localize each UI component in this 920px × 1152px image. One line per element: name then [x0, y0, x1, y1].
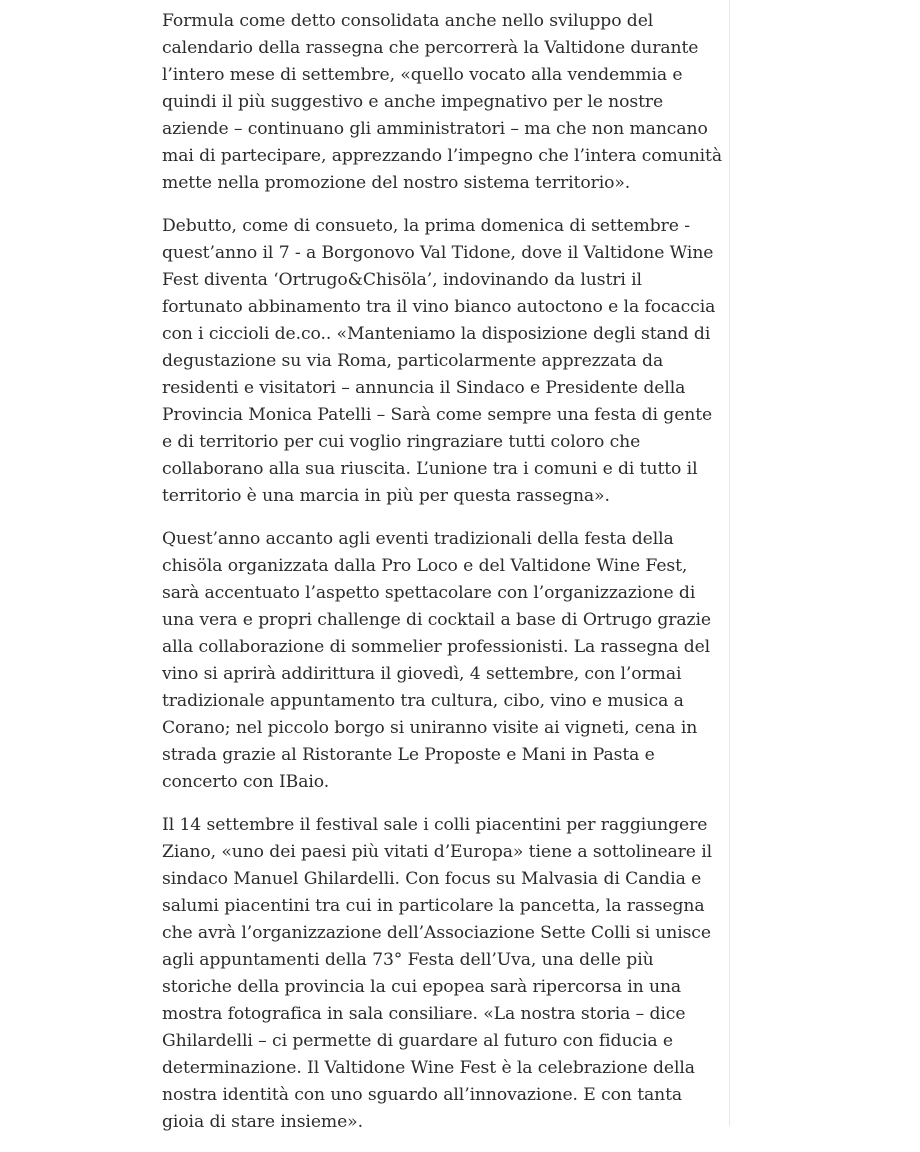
column-divider: [729, 0, 730, 1126]
article-paragraph: Formula come detto consolidata anche nello sviluppo del calendario della rassegna che percorrerà la Valtidone durante l’intero mese di settembre, «quello vocato alla vendemmia e quindi il più suggestivo e anche impegnativo per le nostre aziende – continuano gli amministratori – ma che non mancano mai di partecipare, apprezzando l’impegno che l’intera comunità mette nella promozione del nostro sistema territorio».: [162, 11, 723, 193]
article-paragraph: Quest’anno accanto agli eventi tradizionali della festa della chisöla organizzata dalla Pro Loco e del Valtidone Wine Fest, sarà accentuato l’aspetto spettacolare con l’organizzazione di una vera e propri challenge di cocktail a base di Ortrugo grazie alla collaborazione di sommelier professionisti. La rassegna del vino si aprirà addirittura il giovedì, 4 settembre, con l’ormai tradizionale appuntamento tra cultura, cibo, vino e musica a Corano; nel piccolo borgo si uniranno visite ai vigneti, cena in strada grazie al Ristorante Le Proposte e Mani in Pasta e concerto con IBaio.: [162, 529, 711, 792]
article-paragraph: Il 14 settembre il festival sale i colli piacentini per raggiungere Ziano, «uno dei paesi più vitati d’Europa» tiene a sottolineare il sindaco Manuel Ghilardelli. Con focus su Malvasia di Candia e salumi piacentini tra cui in particolare la pancetta, la rassegna che avrà l’organizzazione dell’Associazione Sette Colli si unisce agli appuntamenti della 73° Festa dell’Uva, una delle più storiche della provincia la cui epopea sarà ripercorsa in una mostra fotografica in sala consiliare. «La nostra storia – dice Ghilardelli – ci permette di guardare al futuro con fiducia e determinazione. Il Valtidone Wine Fest è la celebrazione della nostra identità con uno sguardo all’innovazione. E con tanta gioia di stare insieme».: [162, 815, 713, 1132]
article-body: [162, 8, 722, 1152]
article-paragraph: Debutto, come di consueto, la prima domenica di settembre - quest’anno il 7 - a Borgonovo Val Tidone, dove il Valtidone Wine Fest diventa ‘Ortrugo&Chisöla’, indovinando da lustri il fortunato abbinamento tra il vino bianco autoctono e la focaccia con i ciccioli de.co.. «Manteniamo la disposizione degli stand di degustazione su via Roma, particolarmente apprezzata da residenti e visitatori – annuncia il Sindaco e Presidente della Provincia Monica Patelli – Sarà come sempre una festa di gente e di territorio per cui voglio ringraziare tutti coloro che collaborano alla sua riuscita. L’unione tra i comuni e di tutto il territorio è una marcia in più per questa rassegna».: [162, 216, 716, 506]
